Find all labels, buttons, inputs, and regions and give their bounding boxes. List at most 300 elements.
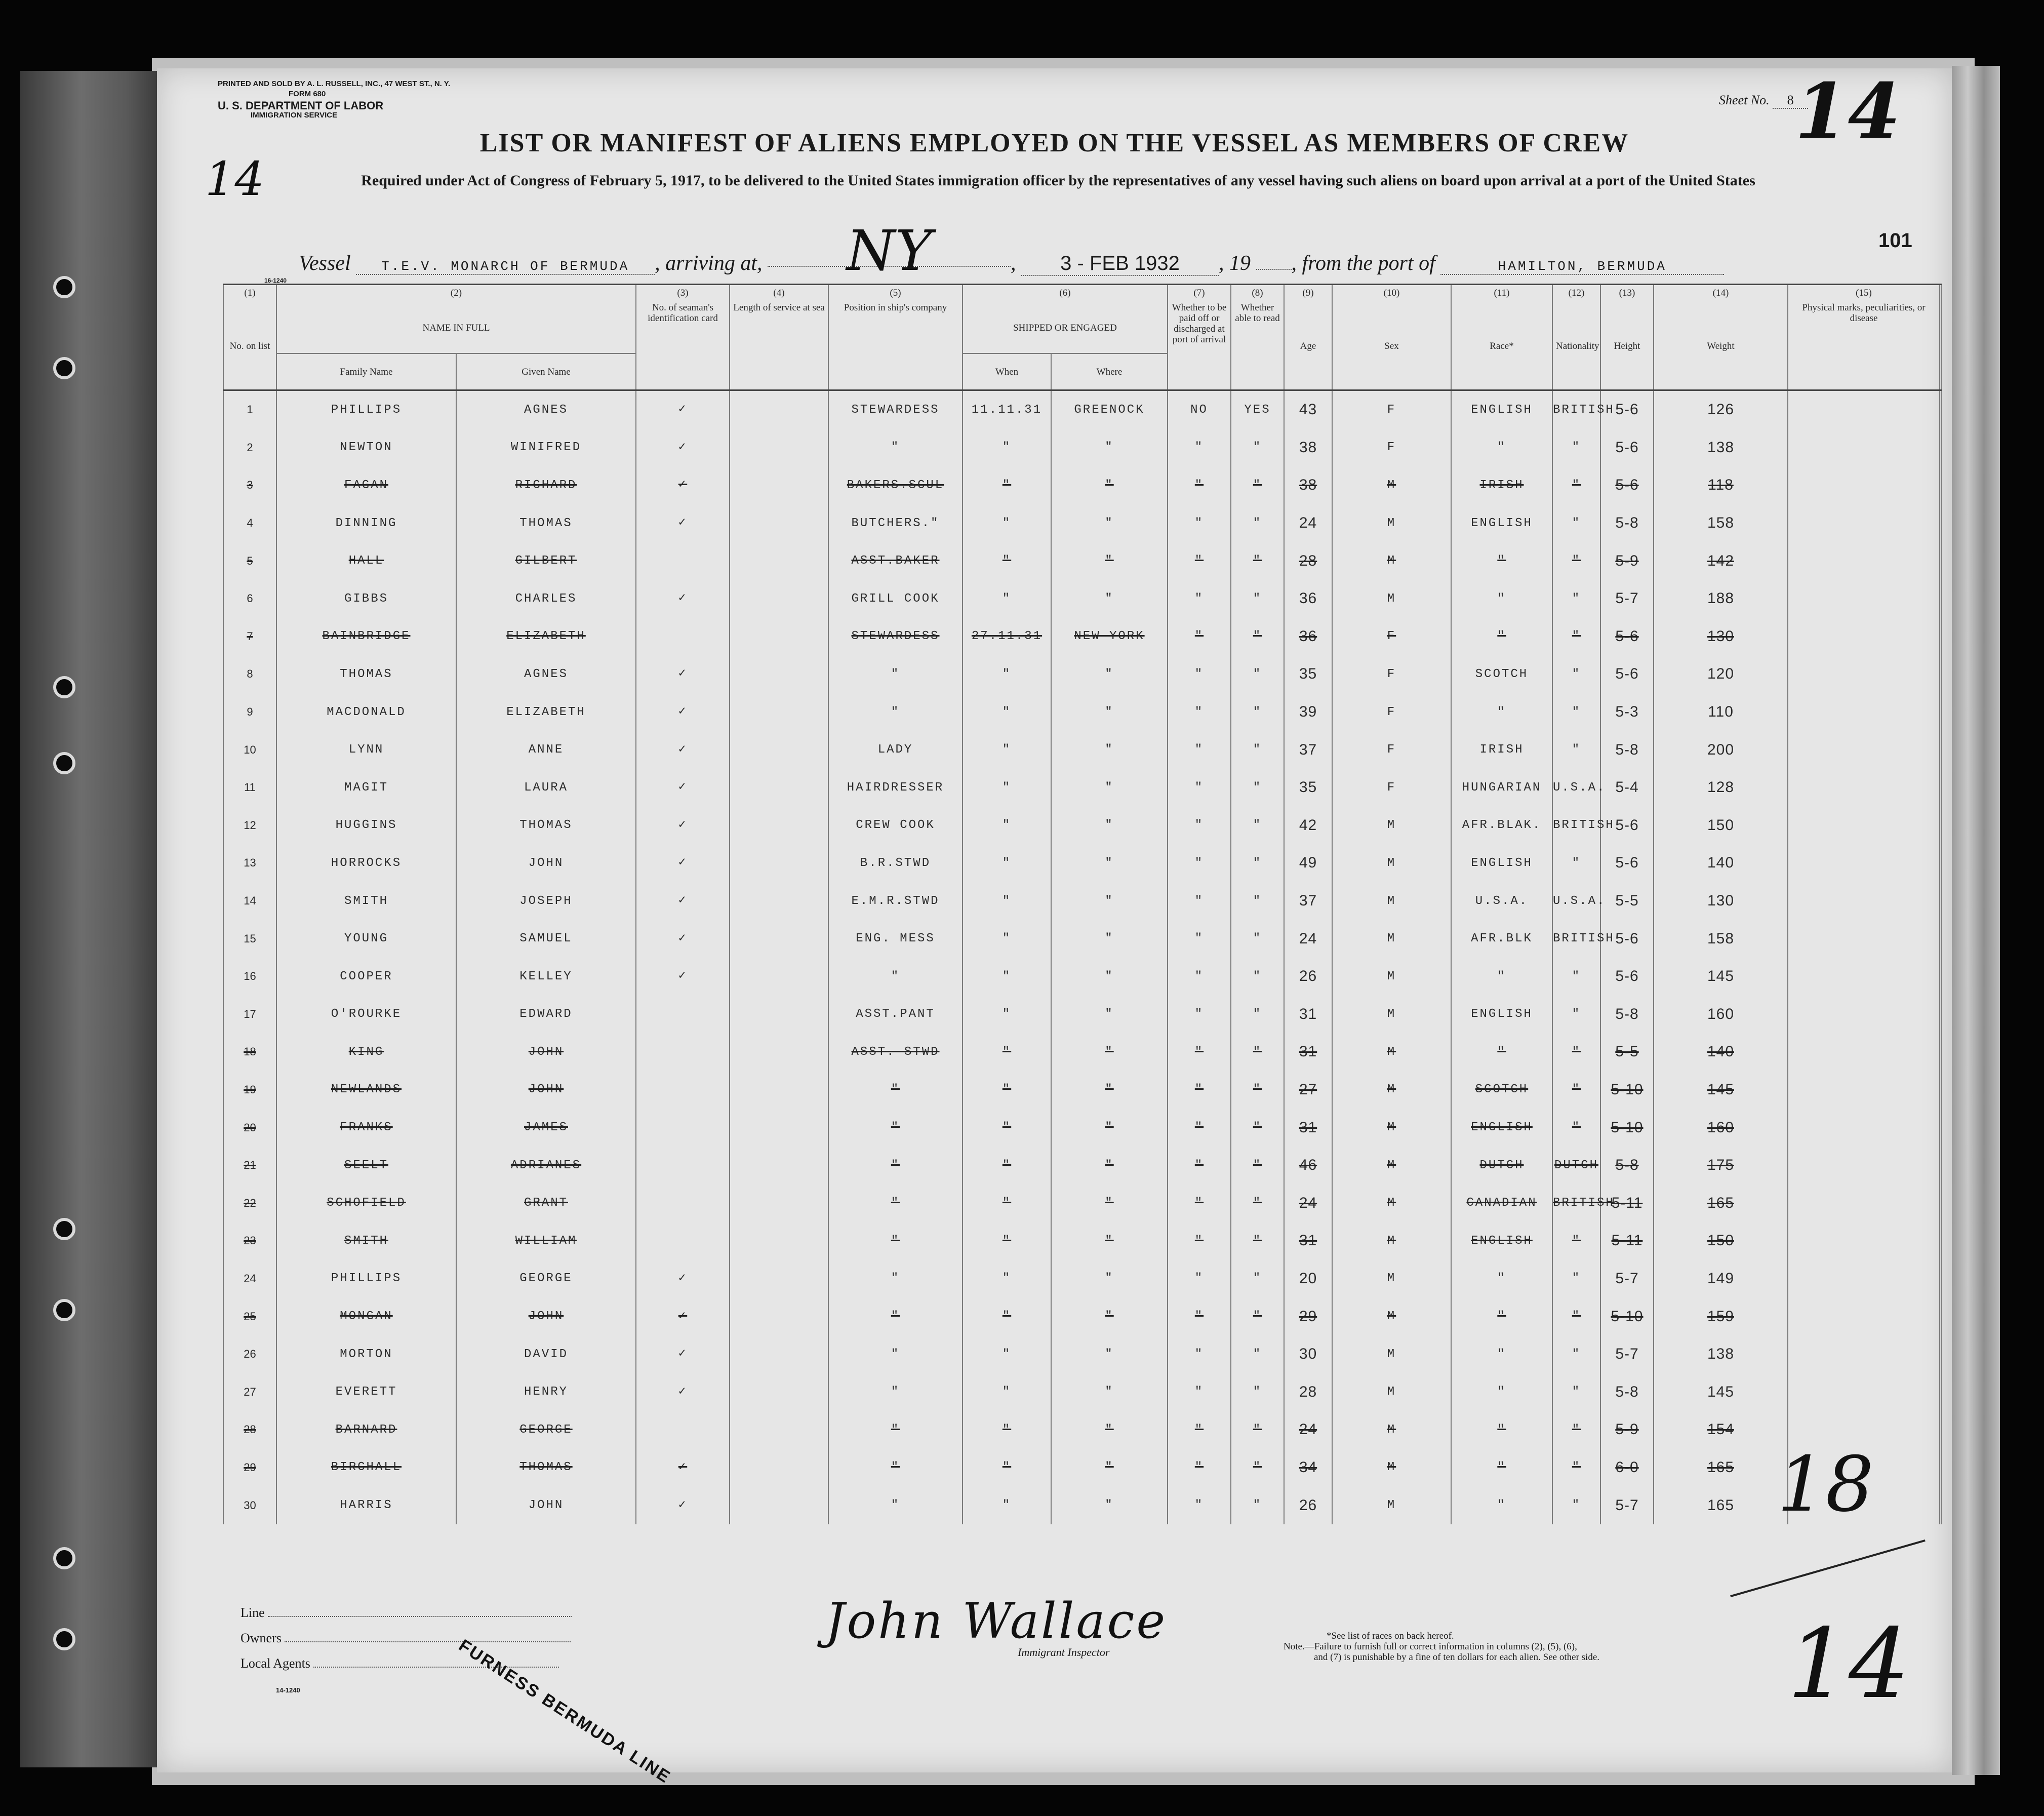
weight: 145	[1654, 958, 1788, 996]
race: "	[1451, 1297, 1552, 1335]
able-to-read: "	[1231, 1335, 1284, 1373]
race: ENGLISH	[1451, 390, 1552, 429]
given-name: ELIZABETH	[456, 693, 636, 731]
col-num-14: (14)	[1654, 285, 1788, 301]
length-of-service	[730, 580, 828, 618]
seaman-card-check: ✓	[636, 655, 730, 693]
family-name: YOUNG	[276, 920, 456, 958]
nationality: "	[1552, 1033, 1600, 1071]
height: 5-7	[1600, 1335, 1654, 1373]
line-blank	[268, 1616, 572, 1617]
length-of-service	[730, 693, 828, 731]
shipped-when: "	[963, 542, 1051, 580]
seaman-card-check: ✓	[636, 1449, 730, 1487]
position: "	[828, 1411, 963, 1449]
height: 5-7	[1600, 1260, 1654, 1298]
owners-blank	[285, 1641, 571, 1642]
nationality: U.S.A.	[1552, 769, 1600, 807]
length-of-service	[730, 882, 828, 920]
crew-row	[223, 920, 1941, 958]
family-name: MAGIT	[276, 769, 456, 807]
age: 29	[1284, 1297, 1332, 1335]
row-number: 22	[223, 1184, 276, 1222]
row-number: 1	[223, 390, 276, 429]
weight: 165	[1654, 1184, 1788, 1222]
header-sex: Sex	[1332, 300, 1451, 390]
race: IRISH	[1451, 731, 1552, 769]
able-to-read: "	[1231, 1373, 1284, 1411]
paid-off: NO	[1168, 390, 1231, 429]
height: 5-9	[1600, 1411, 1654, 1449]
able-to-read: "	[1231, 1411, 1284, 1449]
paid-off: "	[1168, 1260, 1231, 1298]
seaman-card-check	[636, 1411, 730, 1449]
inspector-label: Immigrant Inspector	[1018, 1646, 1110, 1659]
given-name: KELLEY	[456, 958, 636, 996]
given-name: DAVID	[456, 1335, 636, 1373]
family-name: BARNARD	[276, 1411, 456, 1449]
physical-marks	[1788, 1109, 1940, 1147]
race: "	[1451, 1449, 1552, 1487]
length-of-service	[730, 1260, 828, 1298]
position: E.M.R.STWD	[828, 882, 963, 920]
physical-marks	[1788, 390, 1940, 429]
date-stamp: 3 - FEB 1932	[1021, 252, 1219, 276]
shipped-when: "	[963, 1486, 1051, 1524]
given-name: GEORGE	[456, 1260, 636, 1298]
family-name: BIRCHALL	[276, 1449, 456, 1487]
seaman-card-check: ✓	[636, 731, 730, 769]
length-of-service	[730, 807, 828, 845]
shipped-when: "	[963, 1335, 1051, 1373]
race: CANADIAN	[1451, 1184, 1552, 1222]
seaman-card-check: ✓	[636, 580, 730, 618]
crew-row	[223, 580, 1941, 618]
race: ENGLISH	[1451, 1222, 1552, 1260]
shipped-when: "	[963, 996, 1051, 1034]
weight: 154	[1654, 1411, 1788, 1449]
shipped-when: "	[963, 580, 1051, 618]
able-to-read: "	[1231, 1449, 1284, 1487]
position: "	[828, 1260, 963, 1298]
weight: 140	[1654, 1033, 1788, 1071]
sex: M	[1332, 807, 1451, 845]
shipped-when: "	[963, 1109, 1051, 1147]
shipped-where: "	[1051, 1071, 1168, 1109]
header-shipped-engaged: SHIPPED OR ENGAGED	[963, 300, 1168, 353]
row-number: 18	[223, 1033, 276, 1071]
height: 5-8	[1600, 1147, 1654, 1185]
physical-marks	[1788, 693, 1940, 731]
row-number: 28	[223, 1411, 276, 1449]
able-to-read: "	[1231, 693, 1284, 731]
length-of-service	[730, 1222, 828, 1260]
handwritten-top-left: 14	[205, 152, 265, 206]
paid-off: "	[1168, 429, 1231, 467]
weight: 188	[1654, 580, 1788, 618]
shipped-when: "	[963, 1184, 1051, 1222]
blank-cell	[1940, 1260, 1941, 1298]
blank-cell	[1940, 429, 1941, 467]
age: 28	[1284, 1373, 1332, 1411]
race: "	[1451, 958, 1552, 996]
shipped-where: "	[1051, 1411, 1168, 1449]
shipped-where: "	[1051, 542, 1168, 580]
col-num-9: (9)	[1284, 285, 1332, 301]
handwritten-tally-18: 18	[1777, 1441, 1874, 1529]
length-of-service	[730, 390, 828, 429]
nationality: "	[1552, 1297, 1600, 1335]
blank-cell	[1940, 1297, 1941, 1335]
position: GRILL COOK	[828, 580, 963, 618]
weight: 120	[1654, 655, 1788, 693]
race: AFR.BLAK.	[1451, 807, 1552, 845]
header-no-on-list: No. on list	[223, 300, 276, 390]
position: BAKERS.SCUL	[828, 466, 963, 504]
age: 36	[1284, 618, 1332, 656]
shipped-where: "	[1051, 996, 1168, 1034]
race: HUNGARIAN	[1451, 769, 1552, 807]
row-number: 23	[223, 1222, 276, 1260]
length-of-service	[730, 1486, 828, 1524]
races-note: *See list of races on back hereof.	[1327, 1631, 1454, 1641]
col-num-10: (10)	[1332, 285, 1451, 301]
given-name: EDWARD	[456, 996, 636, 1034]
weight: 138	[1654, 1335, 1788, 1373]
age: 24	[1284, 1411, 1332, 1449]
row-number: 9	[223, 693, 276, 731]
paid-off: "	[1168, 1071, 1231, 1109]
manifest-subtitle: Required under Act of Congress of February 5, 1917, to be delivered to the United States immigration officer by the representatives of any vessel having such aliens on board upon arrival at a port of the United States	[361, 172, 1755, 189]
seaman-card-check	[636, 542, 730, 580]
sex: M	[1332, 882, 1451, 920]
inspector-signature: John Wallace	[825, 1593, 1168, 1649]
sex: M	[1332, 920, 1451, 958]
age: 35	[1284, 769, 1332, 807]
shipped-where: "	[1051, 731, 1168, 769]
header-paid-off: Whether to be paid off or discharged at port of arrival	[1168, 300, 1231, 390]
height: 5-4	[1600, 769, 1654, 807]
shipped-where: "	[1051, 920, 1168, 958]
sex: F	[1332, 693, 1451, 731]
height: 5-5	[1600, 1033, 1654, 1071]
row-number: 5	[223, 542, 276, 580]
length-of-service	[730, 1297, 828, 1335]
paid-off: "	[1168, 1486, 1231, 1524]
height: 5-9	[1600, 542, 1654, 580]
shipped-when: "	[963, 920, 1051, 958]
sex: M	[1332, 1411, 1451, 1449]
page-stack-edge	[1952, 66, 2000, 1775]
col-num-3: (3)	[636, 285, 730, 301]
paid-off: "	[1168, 1297, 1231, 1335]
paid-off: "	[1168, 1109, 1231, 1147]
able-to-read: "	[1231, 844, 1284, 882]
shipped-where: "	[1051, 466, 1168, 504]
family-name: BAINBRIDGE	[276, 618, 456, 656]
row-number: 19	[223, 1071, 276, 1109]
binder-hole	[53, 357, 75, 379]
age: 30	[1284, 1335, 1332, 1373]
height: 5-7	[1600, 1486, 1654, 1524]
race: ENGLISH	[1451, 996, 1552, 1034]
paid-off: "	[1168, 693, 1231, 731]
blank-cell	[1940, 1449, 1941, 1487]
height: 5-6	[1600, 618, 1654, 656]
header-nationality: Nationality	[1552, 300, 1600, 390]
paid-off: "	[1168, 655, 1231, 693]
crew-row	[223, 958, 1941, 996]
height: 5-8	[1600, 731, 1654, 769]
shipped-where: "	[1051, 769, 1168, 807]
given-name: AGNES	[456, 390, 636, 429]
family-name: FAGAN	[276, 466, 456, 504]
crew-row	[223, 1071, 1941, 1109]
shipped-when: "	[963, 882, 1051, 920]
sex: M	[1332, 1335, 1451, 1373]
age: 26	[1284, 958, 1332, 996]
binder-hole	[53, 1628, 75, 1650]
able-to-read: "	[1231, 996, 1284, 1034]
blank-cell	[1940, 1222, 1941, 1260]
paid-off: "	[1168, 504, 1231, 542]
nationality: "	[1552, 996, 1600, 1034]
length-of-service	[730, 1373, 828, 1411]
row-number: 25	[223, 1297, 276, 1335]
given-name: GILBERT	[456, 542, 636, 580]
height: 5-6	[1600, 429, 1654, 467]
sex: M	[1332, 1184, 1451, 1222]
seaman-card-check	[636, 1033, 730, 1071]
length-of-service	[730, 618, 828, 656]
height: 5-3	[1600, 693, 1654, 731]
nationality: "	[1552, 1373, 1600, 1411]
row-number: 6	[223, 580, 276, 618]
length-of-service	[730, 769, 828, 807]
physical-marks	[1788, 769, 1940, 807]
blank-cell	[1940, 1071, 1941, 1109]
crew-row	[223, 693, 1941, 731]
seaman-card-check: ✓	[636, 504, 730, 542]
paid-off: "	[1168, 958, 1231, 996]
race: "	[1451, 542, 1552, 580]
height: 5-11	[1600, 1222, 1654, 1260]
age: 38	[1284, 429, 1332, 467]
paid-off: "	[1168, 844, 1231, 882]
shipped-when: 11.11.31	[963, 390, 1051, 429]
paid-off: "	[1168, 807, 1231, 845]
physical-marks	[1788, 1033, 1940, 1071]
nationality: "	[1552, 731, 1600, 769]
row-number: 2	[223, 429, 276, 467]
sex: M	[1332, 580, 1451, 618]
seaman-card-check: ✓	[636, 920, 730, 958]
able-to-read: "	[1231, 466, 1284, 504]
given-name: JOHN	[456, 844, 636, 882]
length-of-service	[730, 1449, 828, 1487]
seaman-card-check: ✓	[636, 769, 730, 807]
position: "	[828, 1373, 963, 1411]
nationality: "	[1552, 655, 1600, 693]
given-name: AGNES	[456, 655, 636, 693]
year-suffix	[1256, 269, 1292, 270]
crew-row	[223, 882, 1941, 920]
binder-hole	[53, 1218, 75, 1240]
sex: M	[1332, 1260, 1451, 1298]
shipped-when: "	[963, 844, 1051, 882]
able-to-read: "	[1231, 769, 1284, 807]
length-of-service	[730, 542, 828, 580]
given-name: LAURA	[456, 769, 636, 807]
able-to-read: "	[1231, 655, 1284, 693]
row-number: 17	[223, 996, 276, 1034]
physical-marks	[1788, 1222, 1940, 1260]
position: CREW COOK	[828, 807, 963, 845]
height: 5-6	[1600, 655, 1654, 693]
header-age: Age	[1284, 300, 1332, 390]
paid-off: "	[1168, 618, 1231, 656]
seaman-card-check: ✓	[636, 1297, 730, 1335]
header-position: Position in ship's company	[828, 300, 963, 390]
physical-marks	[1788, 466, 1940, 504]
seaman-card-check: ✓	[636, 429, 730, 467]
physical-marks	[1788, 807, 1940, 845]
age: 31	[1284, 1222, 1332, 1260]
blank-cell	[1940, 1109, 1941, 1147]
shipped-when: "	[963, 504, 1051, 542]
paid-off: "	[1168, 1147, 1231, 1185]
weight: 130	[1654, 882, 1788, 920]
agents-label: Local Agents	[241, 1656, 310, 1671]
blank-cell	[1940, 769, 1941, 807]
family-name: NEWTON	[276, 429, 456, 467]
binder-hole	[53, 1547, 75, 1569]
length-of-service	[730, 996, 828, 1034]
header-family-name: Family Name	[276, 353, 456, 390]
paid-off: "	[1168, 769, 1231, 807]
nationality: "	[1552, 1486, 1600, 1524]
tally-line	[1730, 1539, 1926, 1597]
family-name: THOMAS	[276, 655, 456, 693]
shipped-where: "	[1051, 1297, 1168, 1335]
crew-row	[223, 1449, 1941, 1487]
given-name: GRANT	[456, 1184, 636, 1222]
family-name: KING	[276, 1033, 456, 1071]
age: 24	[1284, 920, 1332, 958]
header-height: Height	[1600, 300, 1654, 390]
position: "	[828, 1335, 963, 1373]
family-name: LYNN	[276, 731, 456, 769]
seaman-card-check: ✓	[636, 958, 730, 996]
sex: F	[1332, 618, 1451, 656]
position: "	[828, 1297, 963, 1335]
header-weight: Weight	[1654, 300, 1788, 390]
row-number: 30	[223, 1486, 276, 1524]
age: 31	[1284, 996, 1332, 1034]
row-number: 14	[223, 882, 276, 920]
shipped-where: NEW YORK	[1051, 618, 1168, 656]
nationality: DUTCH	[1552, 1147, 1600, 1185]
shipped-when: "	[963, 769, 1051, 807]
paid-off: "	[1168, 920, 1231, 958]
able-to-read: "	[1231, 1297, 1284, 1335]
header-able-to-read: Whether able to read	[1231, 300, 1284, 390]
given-name: JOHN	[456, 1486, 636, 1524]
sex: M	[1332, 958, 1451, 996]
able-to-read: "	[1231, 882, 1284, 920]
shipped-where: "	[1051, 693, 1168, 731]
given-name: THOMAS	[456, 504, 636, 542]
shipped-where: "	[1051, 882, 1168, 920]
given-name: THOMAS	[456, 1449, 636, 1487]
weight: 126	[1654, 390, 1788, 429]
family-name: SMITH	[276, 1222, 456, 1260]
shipped-when: "	[963, 693, 1051, 731]
seaman-card-check	[636, 996, 730, 1034]
age: 34	[1284, 1449, 1332, 1487]
paid-off: "	[1168, 466, 1231, 504]
position: "	[828, 1071, 963, 1109]
penalty-note-1: Note.—Failure to furnish full or correct information in columns (2), (5), (6),	[1284, 1641, 1577, 1652]
race: "	[1451, 1033, 1552, 1071]
sex: F	[1332, 769, 1451, 807]
binder-hole	[53, 1299, 75, 1321]
nationality: BRITISH	[1552, 920, 1600, 958]
physical-marks	[1788, 1071, 1940, 1109]
family-name: SMITH	[276, 882, 456, 920]
race: U.S.A.	[1451, 882, 1552, 920]
blank-cell	[1940, 466, 1941, 504]
sex: F	[1332, 731, 1451, 769]
blank-cell	[1940, 655, 1941, 693]
sex: M	[1332, 844, 1451, 882]
shipped-where: "	[1051, 807, 1168, 845]
given-name: ELIZABETH	[456, 618, 636, 656]
nationality: "	[1552, 1071, 1600, 1109]
row-number: 12	[223, 807, 276, 845]
shipped-where: "	[1051, 1222, 1168, 1260]
weight: 165	[1654, 1486, 1788, 1524]
blank-cell	[1940, 1033, 1941, 1071]
age: 27	[1284, 1071, 1332, 1109]
blank-cell	[1940, 807, 1941, 845]
weight: 130	[1654, 618, 1788, 656]
race: ENGLISH	[1451, 844, 1552, 882]
crew-row	[223, 1486, 1941, 1524]
sex: M	[1332, 1373, 1451, 1411]
nationality: BRITISH	[1552, 1184, 1600, 1222]
shipped-when: "	[963, 429, 1051, 467]
seaman-card-check	[636, 1184, 730, 1222]
crew-row	[223, 504, 1941, 542]
nationality: "	[1552, 958, 1600, 996]
col-num-blank	[1940, 285, 1941, 301]
length-of-service	[730, 429, 828, 467]
blank-cell	[1940, 882, 1941, 920]
able-to-read: "	[1231, 429, 1284, 467]
shipped-when: "	[963, 958, 1051, 996]
service-name: IMMIGRATION SERVICE	[251, 111, 338, 120]
row-number: 13	[223, 844, 276, 882]
paid-off: "	[1168, 1335, 1231, 1373]
blank-cell	[1940, 693, 1941, 731]
age: 35	[1284, 655, 1332, 693]
year-prefix: 19	[1229, 252, 1251, 275]
row-number: 7	[223, 618, 276, 656]
weight: 149	[1654, 1260, 1788, 1298]
given-name: JOHN	[456, 1033, 636, 1071]
given-name: THOMAS	[456, 807, 636, 845]
